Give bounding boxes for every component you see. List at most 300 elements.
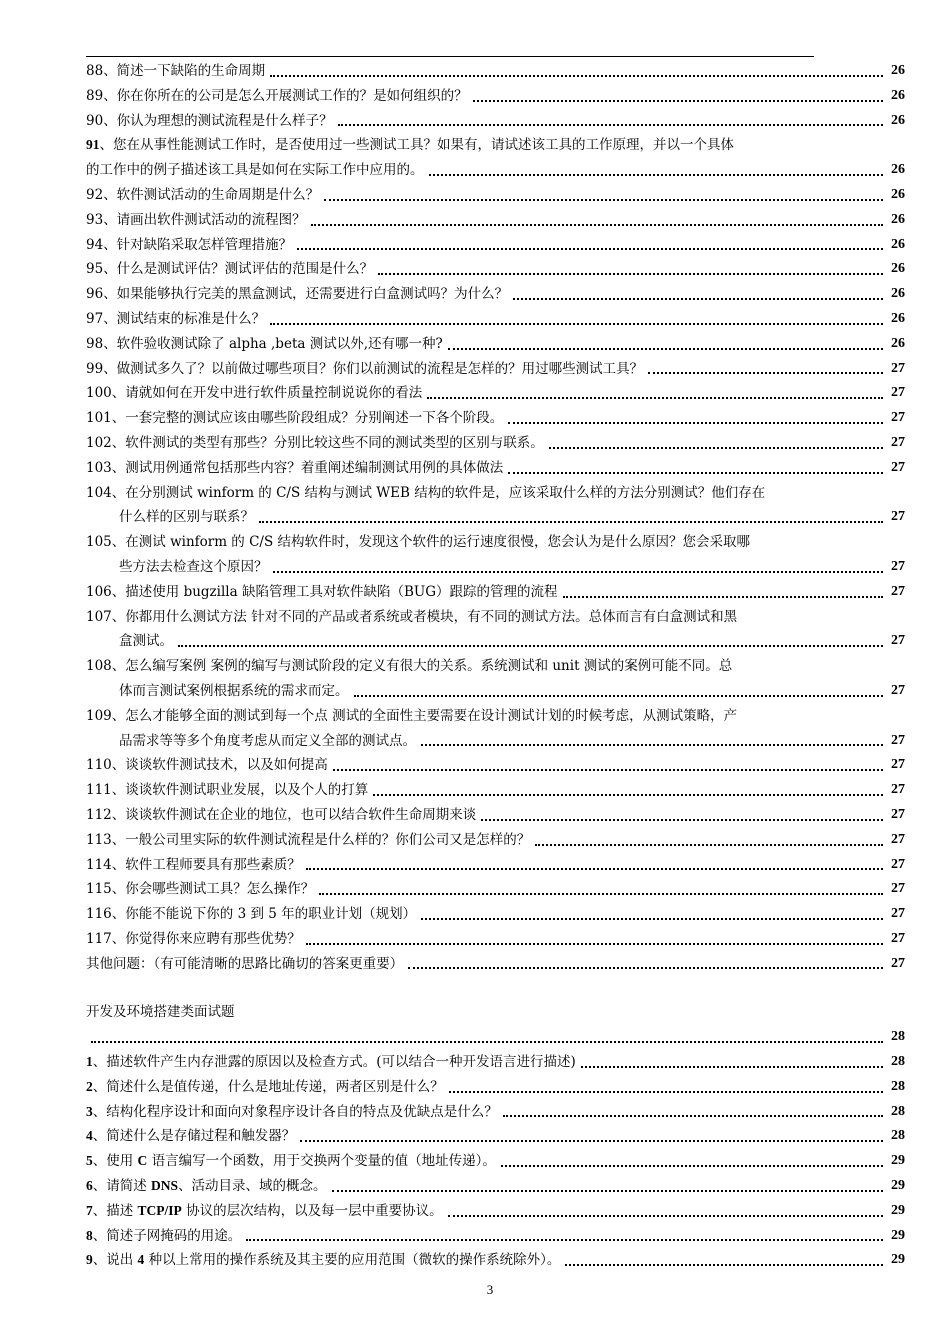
toc-entry-text xyxy=(86,952,403,977)
toc-page-number: 26 xyxy=(891,186,905,202)
leader-dots xyxy=(332,1190,883,1192)
toc-entry[interactable] xyxy=(86,1149,905,1174)
toc-entry-text xyxy=(86,158,424,183)
toc-entry-title: 、如果能够执行完美的黑盒测试，还需要进行白盒测试吗？为什么？ xyxy=(103,286,509,303)
leader-dots xyxy=(273,571,884,573)
toc-entry-number: 111 xyxy=(86,782,112,799)
toc-entry-keyword: 4 xyxy=(137,1252,145,1268)
leader-dots xyxy=(508,472,883,474)
toc-page-number: 26 xyxy=(891,286,905,302)
toc-page-number: 27 xyxy=(891,831,905,847)
toc-page-number: 29 xyxy=(891,1227,905,1243)
leader-dots xyxy=(421,918,883,920)
leader-dots xyxy=(246,1239,883,1241)
toc-entry-title: 、使用 xyxy=(92,1153,138,1170)
toc-entry-text xyxy=(86,580,558,605)
toc-entry-keyword: TCP/IP xyxy=(137,1202,182,1218)
toc-entry-title: 、简述什么是存储过程和触发器？ xyxy=(92,1128,296,1145)
toc-entry[interactable] xyxy=(86,133,905,183)
leader-dots xyxy=(297,248,883,250)
toc-entry-text xyxy=(86,1124,295,1149)
toc-entry[interactable] xyxy=(86,109,905,134)
toc-entry-number: 113 xyxy=(86,831,112,848)
toc-entry[interactable] xyxy=(86,1025,905,1050)
toc-entry-text xyxy=(86,1050,576,1075)
toc-entry-text xyxy=(86,1075,444,1100)
toc-entry-line xyxy=(86,1199,905,1224)
toc-entry-line xyxy=(86,84,905,109)
toc-entry-text xyxy=(86,902,416,927)
toc-entry-line xyxy=(86,282,905,307)
toc-entry-title: 、简述子网掩码的用途。 xyxy=(92,1227,242,1244)
toc-entry-line xyxy=(86,307,905,332)
toc-entry-title: 、谈谈软件测试职业发展，以及个人的打算 xyxy=(111,782,369,799)
toc-entry-line xyxy=(86,357,905,382)
toc-page-number: 27 xyxy=(891,434,905,450)
toc-entry-line xyxy=(86,332,905,357)
toc-page-number: 27 xyxy=(891,757,905,773)
toc-entry-title: 、针对缺陷采取怎样管理措施？ xyxy=(103,236,293,253)
header-rule xyxy=(86,56,814,57)
toc-entry[interactable] xyxy=(86,84,905,109)
toc-entry-text xyxy=(119,629,173,654)
leader-dots xyxy=(91,1041,883,1043)
toc-entry-line xyxy=(86,431,905,456)
toc-entry-title: 、怎么才能够全面的测试到每一个点 测试的全面性主要需要在设计测试计划的时候考虑，从测试策略，产 xyxy=(111,707,738,724)
toc-entry-number: 96 xyxy=(86,286,104,303)
leader-dots xyxy=(338,124,883,126)
toc-entry-text xyxy=(86,1149,496,1174)
toc-entry[interactable] xyxy=(86,406,905,431)
leader-dots xyxy=(481,819,883,821)
toc-entry-title: 、一套完整的测试应该由哪些阶段组成？分别阐述一下各个阶段。 xyxy=(111,410,504,427)
toc-entry-title: 、你能不能说下你的 3 到 5 年的职业计划（规划） xyxy=(111,906,417,923)
toc-page-number: 28 xyxy=(891,1103,905,1119)
toc-entry-number: 104 xyxy=(86,484,112,501)
toc-entry-title: 、软件测试活动的生命周期是什么？ xyxy=(103,186,320,203)
toc-entry-number: 6 xyxy=(86,1178,93,1194)
toc-page-number: 26 xyxy=(891,87,905,103)
toc-page-number: 27 xyxy=(891,881,905,897)
toc-entry-line xyxy=(86,1100,905,1125)
toc-entry-number: 94 xyxy=(86,236,104,253)
toc-entry-title: 种以上常用的操作系统及其主要的应用范围（微软的操作系统除外）。 xyxy=(144,1252,561,1269)
toc-entry-text xyxy=(119,505,254,530)
toc-entry-number: 112 xyxy=(86,806,112,823)
toc-entry-text xyxy=(86,84,468,109)
toc-entry[interactable] xyxy=(86,853,905,878)
toc-entry[interactable] xyxy=(86,1248,905,1273)
toc-entry-number: 98 xyxy=(86,335,104,352)
toc-entry-line xyxy=(86,927,905,952)
toc-entry-number: 92 xyxy=(86,186,104,203)
toc-entry-number: 5 xyxy=(86,1153,93,1169)
toc-entry-line xyxy=(86,803,905,828)
toc-entry-text xyxy=(119,679,349,704)
toc-entry-line xyxy=(86,952,905,977)
leader-dots xyxy=(563,596,883,598)
toc-entry-line xyxy=(86,406,905,431)
toc-entry-title: 、你在你所在的公司是怎么开展测试工作的？是如何组织的？ xyxy=(103,87,468,104)
toc-entry-text xyxy=(86,406,503,431)
toc-entry-title: 、在分别测试 winform 的 C/S 结构与测试 WEB 结构的软件是，应该采取什么样的方法分别测试？他们存在 xyxy=(111,484,766,501)
toc-entry-title: 什么样的区别与联系？ xyxy=(119,509,254,526)
toc-entry-keyword: C xyxy=(137,1153,148,1169)
toc-page-number: 27 xyxy=(891,955,905,971)
toc-entry-text xyxy=(86,282,508,307)
toc-entry-title: 、描述 xyxy=(92,1202,138,1219)
toc-entry-title: 、您在从事性能测试工作时，是否使用过一些测试工具？如果有，请试述该工具的工作原理，并以一个具体 xyxy=(99,137,734,154)
toc-entry[interactable] xyxy=(86,1075,905,1100)
toc-entry-text xyxy=(86,778,368,803)
toc-entry-number: 8 xyxy=(86,1227,93,1243)
toc-entry-line xyxy=(86,654,905,679)
leader-dots xyxy=(648,372,883,374)
toc-entry-title: 品需求等等多个角度考虑从而定义全部的测试点。 xyxy=(119,732,416,749)
toc-entry-text xyxy=(86,853,301,878)
toc-entry-title: 体而言测试案例根据系统的需求而定。 xyxy=(119,682,349,699)
toc-page-number: 27 xyxy=(891,906,905,922)
toc-entry-title: 、你会哪些测试工具？怎么操作？ xyxy=(111,881,315,898)
toc-page-number: 26 xyxy=(891,162,905,178)
toc-entry-number: 115 xyxy=(86,881,112,898)
toc-entry-text xyxy=(86,803,476,828)
toc-entry[interactable] xyxy=(86,233,905,258)
toc-entry-line xyxy=(86,1025,905,1050)
toc-page-number: 27 xyxy=(891,782,905,798)
leader-dots xyxy=(378,273,883,275)
toc-entry[interactable] xyxy=(86,828,905,853)
toc-page-number: 27 xyxy=(891,509,905,525)
toc-entry[interactable] xyxy=(86,530,905,580)
toc-entry[interactable] xyxy=(86,257,905,282)
toc-entry[interactable] xyxy=(86,282,905,307)
toc-entry-number: 107 xyxy=(86,608,112,625)
leader-dots xyxy=(178,645,883,647)
toc-entry-title: 、请简述 xyxy=(92,1178,152,1195)
toc-entry-line xyxy=(86,679,905,704)
leader-dots xyxy=(319,893,883,895)
toc-entry-number: 4 xyxy=(86,1128,93,1144)
toc-entry-number: 116 xyxy=(86,906,112,923)
toc-entry-title: 、软件测试的类型有那些？分别比较这些不同的测试类型的区别与联系。 xyxy=(111,434,544,451)
toc-entry-line xyxy=(86,1248,905,1273)
toc-entry[interactable] xyxy=(86,654,905,704)
toc-page-number: 28 xyxy=(891,1054,905,1070)
toc-entry-number: 97 xyxy=(86,310,104,327)
toc-page-number: 27 xyxy=(891,583,905,599)
toc-entry-number: 88 xyxy=(86,63,104,79)
toc-entry-title: 、简述什么是值传递，什么是地址传递，两者区别是什么？ xyxy=(92,1078,444,1095)
toc-page-number: 27 xyxy=(891,459,905,475)
toc-entry[interactable] xyxy=(86,753,905,778)
section-title: 开发及环境搭建类面试题 xyxy=(86,1004,235,1021)
toc-page-number: 28 xyxy=(891,1029,905,1045)
leader-dots xyxy=(473,100,883,102)
toc-entry-number: 105 xyxy=(86,534,112,551)
toc-page-number: 29 xyxy=(891,1178,905,1194)
toc-entry-line xyxy=(86,580,905,605)
page-number: 3 xyxy=(486,1282,494,1297)
leader-dots xyxy=(549,447,883,449)
toc-entry-title: 的工作中的例子描述该工具是如何在实际工作中应用的。 xyxy=(86,162,424,179)
leader-dots xyxy=(565,1264,883,1266)
toc-entry-line xyxy=(86,183,905,208)
toc-entry-number: 114 xyxy=(86,856,112,873)
toc-page-number: 27 xyxy=(891,558,905,574)
toc-entry-line xyxy=(86,629,905,654)
leader-dots xyxy=(408,967,883,969)
toc-entry-title: 、软件工程师要具有那些素质？ xyxy=(111,856,301,873)
leader-dots xyxy=(501,1165,883,1167)
toc-entry-line xyxy=(86,1174,905,1199)
toc-entry-line xyxy=(86,877,905,902)
leader-dots xyxy=(508,422,883,424)
toc-page-number: 26 xyxy=(891,211,905,227)
toc-entry-line xyxy=(86,257,905,282)
toc-entry[interactable] xyxy=(86,1174,905,1199)
toc-entry[interactable] xyxy=(86,605,905,655)
toc-entry-title: 、简述一下缺陷的生命周期 xyxy=(103,63,266,79)
toc-entry[interactable] xyxy=(86,1100,905,1125)
toc-entry-number: 101 xyxy=(86,410,112,427)
toc-entry-title: 、谈谈软件测试在企业的地位，也可以结合软件生命周期来谈 xyxy=(111,806,477,823)
toc-page-number: 27 xyxy=(891,385,905,401)
toc-entry-text xyxy=(86,183,319,208)
toc-entry-title: 些方法去检查这个原因？ xyxy=(119,558,268,575)
leader-dots xyxy=(448,1215,883,1217)
toc-entry-text xyxy=(119,729,416,754)
toc-page-number: 27 xyxy=(891,856,905,872)
leader-dots xyxy=(311,224,883,226)
toc-entry[interactable] xyxy=(86,357,905,382)
leader-dots xyxy=(427,397,883,399)
toc-entry-title: 、一般公司里实际的软件测试流程是什么样的？你们公司又是怎样的？ xyxy=(111,831,531,848)
toc-entry-text xyxy=(86,1248,560,1273)
toc-entry-title: 、请就如何在开发中进行软件质量控制说说你的看法 xyxy=(111,385,423,402)
toc-page-number: 29 xyxy=(891,1252,905,1268)
leader-dots xyxy=(333,769,883,771)
toc-entry-line xyxy=(86,729,905,754)
toc-entry[interactable] xyxy=(86,59,905,84)
toc-page-number: 27 xyxy=(891,732,905,748)
toc-entry-text xyxy=(86,59,265,84)
toc-entry-title: 、结构化程序设计和面向对象程序设计各自的特点及优缺点是什么？ xyxy=(92,1103,498,1120)
toc-page-number: 26 xyxy=(891,310,905,326)
toc-page-number: 27 xyxy=(891,930,905,946)
toc-entry-line xyxy=(86,481,905,506)
leader-dots xyxy=(449,1091,883,1093)
toc-entry-line xyxy=(86,208,905,233)
toc-page-number: 26 xyxy=(891,63,905,78)
toc-entry-text xyxy=(86,481,765,506)
toc-entry-number: 103 xyxy=(86,459,112,476)
toc-entry-line xyxy=(86,605,905,630)
toc-page-number: 29 xyxy=(891,1202,905,1218)
toc-entry-line xyxy=(86,853,905,878)
toc-entry-text xyxy=(86,877,314,902)
toc-entry-text xyxy=(86,307,265,332)
leader-dots xyxy=(535,844,883,846)
toc-entry-line xyxy=(86,1149,905,1174)
toc-entry-line xyxy=(86,753,905,778)
toc-entry-text xyxy=(86,257,373,282)
toc-page-number: 27 xyxy=(891,360,905,376)
toc-entry-line xyxy=(86,456,905,481)
leader-dots xyxy=(421,744,883,746)
toc-entry-title: 、在测试 winform 的 C/S 结构软件时，发现这个软件的运行速度很慢，您会认为是什么原因？您会采取哪 xyxy=(111,534,751,551)
toc-entry-text xyxy=(86,1174,327,1199)
toc-entry[interactable] xyxy=(86,927,905,952)
toc-entry-number: 100 xyxy=(86,385,112,402)
toc-entry-title: 、请画出软件测试活动的流程图？ xyxy=(103,211,306,228)
toc-entry[interactable] xyxy=(86,1124,905,1149)
toc-entry[interactable] xyxy=(86,1050,905,1075)
leader-dots xyxy=(306,943,883,945)
toc-entry-title: 协议的层次结构，以及每一层中重要协议。 xyxy=(181,1202,443,1219)
toc-entry-line xyxy=(86,1050,905,1075)
toc-entry-line xyxy=(86,555,905,580)
toc-entry-text xyxy=(86,109,333,134)
toc-entry[interactable] xyxy=(86,481,905,531)
toc-entry-text xyxy=(86,332,443,357)
toc-page-number: 26 xyxy=(891,112,905,128)
toc-entry[interactable] xyxy=(86,803,905,828)
toc-page-number: 29 xyxy=(891,1153,905,1169)
leader-dots xyxy=(270,323,883,325)
toc-entry-number: 7 xyxy=(86,1202,93,1218)
toc-entry-text xyxy=(86,1100,498,1125)
toc-entry-text xyxy=(119,555,268,580)
toc-entry-text xyxy=(86,753,328,778)
toc-entry-line xyxy=(86,109,905,134)
toc-entry-text xyxy=(86,1224,241,1249)
toc-entry-keyword: DNS xyxy=(151,1178,179,1194)
toc-entry[interactable] xyxy=(86,704,905,754)
toc-page-number: 27 xyxy=(891,633,905,649)
toc-entry-title: 、你觉得你来应聘有那些优势？ xyxy=(111,930,301,947)
toc-entry-text xyxy=(86,133,734,158)
toc-entry[interactable] xyxy=(86,580,905,605)
toc-entry-text xyxy=(86,381,422,406)
leader-dots xyxy=(324,199,883,201)
toc-entry-number: 1 xyxy=(86,1054,93,1070)
toc-entry[interactable] xyxy=(86,1199,905,1224)
toc-entry[interactable] xyxy=(86,456,905,481)
toc-entry-line xyxy=(86,233,905,258)
toc-entry-title: 、软件验收测试除了 alpha ,beta 测试以外,还有哪一种? xyxy=(103,335,443,352)
toc-entry-number: 93 xyxy=(86,211,104,228)
toc-entry[interactable] xyxy=(86,877,905,902)
toc-entry-title: 、谈谈软件测试技术，以及如何提高 xyxy=(111,757,328,774)
toc-entry-number: 106 xyxy=(86,583,112,600)
toc-entry-line xyxy=(86,828,905,853)
toc-entry-title: 、说出 xyxy=(92,1252,138,1269)
toc-entry-title: 、测试结束的标准是什么？ xyxy=(103,310,266,327)
leader-dots xyxy=(306,868,883,870)
toc-page-number: 26 xyxy=(891,335,905,351)
toc-entry-line xyxy=(86,505,905,530)
toc-page-number: 28 xyxy=(891,1078,905,1094)
toc-entry-text xyxy=(86,233,292,258)
toc-page-number: 28 xyxy=(891,1128,905,1144)
toc-entry-text xyxy=(86,654,732,679)
toc-entry-text xyxy=(86,927,301,952)
toc-entry-number: 102 xyxy=(86,434,112,451)
toc-page-number: 27 xyxy=(891,410,905,426)
toc-entry-number: 9 xyxy=(86,1252,93,1268)
leader-dots xyxy=(373,794,883,796)
toc-page-number: 27 xyxy=(891,806,905,822)
toc-page-number: 26 xyxy=(891,261,905,277)
toc-entry-title: 、做测试多久了？以前做过哪些项目？你们以前测试的流程是怎样的？用过哪些测试工具？ xyxy=(103,360,644,377)
toc-entry-title: 、测试用例通常包括那些内容？着重阐述编制测试用例的具体做法 xyxy=(111,459,504,476)
toc-entry-text xyxy=(86,530,750,555)
leader-dots xyxy=(448,348,883,350)
leader-dots xyxy=(259,521,883,523)
toc-entry-title: 语言编写一个函数，用于交换两个变量的值（地址传递）。 xyxy=(147,1153,496,1170)
leader-dots xyxy=(503,1115,883,1117)
toc-entry-title: 、描述使用 bugzilla 缺陷管理工具对软件缺陷（BUG）跟踪的管理的流程 xyxy=(111,583,558,600)
leader-dots xyxy=(270,75,883,77)
toc-entry-number: 3 xyxy=(86,1103,93,1119)
leader-dots xyxy=(581,1066,883,1068)
toc-entry[interactable] xyxy=(86,952,905,977)
toc-entry-title: 其他问题：（有可能清晰的思路比确切的答案更重要） xyxy=(86,955,404,972)
toc-entry[interactable] xyxy=(86,381,905,406)
toc-page-number: 26 xyxy=(891,236,905,252)
toc-entry-text xyxy=(86,357,643,382)
toc-entry-text xyxy=(86,208,306,233)
toc-entry-number: 2 xyxy=(86,1078,93,1094)
toc-entry[interactable] xyxy=(86,183,905,208)
toc-entry-number: 110 xyxy=(86,757,112,774)
leader-dots xyxy=(300,1140,883,1142)
toc-entry-title: 、怎么编写案例 案例的编写与测试阶段的定义有很大的关系。系统测试和 unit 测试的案例可能不同。总 xyxy=(111,658,733,675)
leader-dots xyxy=(354,695,884,697)
toc-entry[interactable] xyxy=(86,307,905,332)
toc-entry[interactable] xyxy=(86,1224,905,1249)
toc-entry-number: 89 xyxy=(86,87,104,104)
toc-entry-line xyxy=(86,778,905,803)
toc-entry-number: 109 xyxy=(86,707,112,724)
toc-entry-line xyxy=(86,530,905,555)
toc-entry-line xyxy=(86,381,905,406)
leader-dots xyxy=(429,174,884,176)
toc-entry-number: 117 xyxy=(86,930,112,947)
toc-entry-line xyxy=(86,133,905,158)
toc-entry[interactable] xyxy=(86,332,905,357)
toc-entry-line xyxy=(86,1124,905,1149)
toc-entry-title: 、描述软件产生内存泄露的原因以及检查方式。(可以结合一种开发语言进行描述) xyxy=(92,1054,576,1071)
toc-entry-text xyxy=(86,1199,443,1224)
toc-entry-number: 95 xyxy=(86,261,104,278)
toc-entry-number: 99 xyxy=(86,360,104,377)
toc-entry[interactable] xyxy=(86,902,905,927)
toc-entry-line xyxy=(86,158,905,183)
leader-dots xyxy=(513,298,883,300)
toc-entry-text xyxy=(86,828,530,853)
toc-entry[interactable] xyxy=(86,431,905,456)
toc-entry-text xyxy=(86,431,544,456)
toc-entry[interactable] xyxy=(86,778,905,803)
toc-entry[interactable] xyxy=(86,208,905,233)
toc-entry-line xyxy=(86,59,905,84)
toc-entry-number: 91 xyxy=(86,137,100,153)
toc-entry-line xyxy=(86,1075,905,1100)
toc-entry-title: 、活动目录、域的概念。 xyxy=(178,1178,327,1195)
toc-entry-number: 90 xyxy=(86,112,104,129)
